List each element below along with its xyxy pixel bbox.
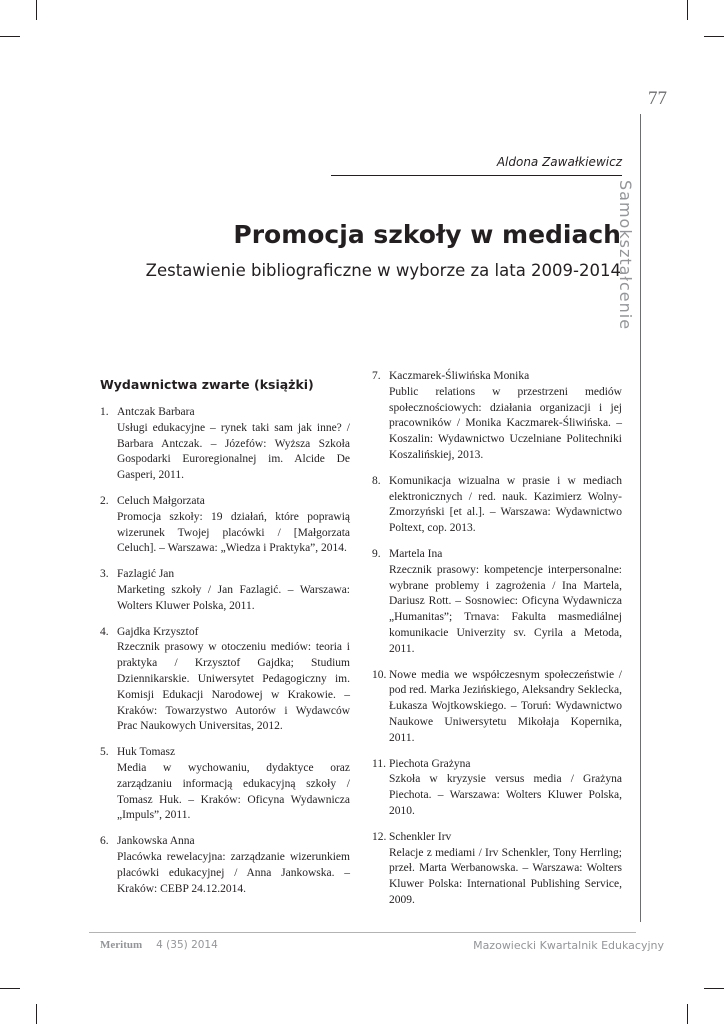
bibliography-column-left <box>100 405 350 907</box>
bibliography-entry <box>372 830 622 909</box>
entry-number: 7. <box>372 370 381 382</box>
article-title: Promocja szkoły w mediach <box>233 220 621 249</box>
section-heading: Wydawnictwa zwarte (książki) <box>100 377 314 392</box>
bibliography-entry <box>100 625 350 736</box>
bibliography-entry <box>100 834 350 897</box>
entry-description: Nowe media we współczesnym społeczeństwie / pod red. Marka Jezińskiego, Aleksandry Seklecka, Łukasza Wojtkowskiego. – Toruń: Wydawnictwo Naukowe Uniwersytetu Mikołaja Kopernika, 2011. <box>389 668 622 744</box>
entry-number: 6. <box>100 835 109 848</box>
entry-description: Public relations w przestrzeni mediów społecznościowych: działania organizacji i jej pracowników / Monika Kaczmarek-Śliwińska. – Koszalin: Wydawnictwo Uczelniane Politechniki Koszalińskiej, 2013. <box>389 385 622 461</box>
entry-number: 8. <box>372 474 381 487</box>
section-side-label: Samokształcenie <box>616 180 635 331</box>
bibliography-entry <box>100 745 350 824</box>
entry-number: 12. <box>372 830 387 843</box>
entry-number: 9. <box>372 547 381 560</box>
footer-issue: 4 (35) 2014 <box>156 939 218 951</box>
bibliography-entry <box>100 494 350 557</box>
entry-author: Jankowska Anna <box>117 835 195 848</box>
article-author: Aldona Zawałkiewicz <box>496 155 622 169</box>
bibliography-column-right <box>372 369 622 919</box>
entry-number: 1. <box>100 406 109 418</box>
bibliography-entry <box>372 547 622 658</box>
bibliography-entry <box>372 668 622 747</box>
entry-number: 11. <box>372 757 386 770</box>
crop-mark <box>704 36 724 37</box>
bibliography-entry <box>372 757 622 820</box>
crop-mark <box>687 0 688 20</box>
entry-author: Antczak Barbara <box>117 406 195 418</box>
entry-description: Relacje z mediami / Irv Schenkler, Tony Herrling; przeł. Marta Werbanowska. – Warszawa: Wolters Kluwer Polska: International Publishing Service, 2009. <box>389 846 622 906</box>
entry-description: Placówka rewelacyjna: zarządzanie wizerunkiem placówki edukacyjnej / Anna Jankowska. – Kraków: CEBP 24.12.2014. <box>117 850 350 895</box>
entry-number: 3. <box>100 568 109 581</box>
crop-mark <box>0 988 20 989</box>
entry-number: 2. <box>100 494 109 507</box>
entry-description: Usługi edukacyjne – rynek taki sam jak inne? / Barbara Antczak. – Józefów: Wyższa Szkoła Gospodarki Euroregionalnej im. Alcide De Gasperi, 2011. <box>117 421 350 482</box>
crop-mark <box>704 988 724 989</box>
footer-left <box>100 939 218 951</box>
entry-description: Media w wychowaniu, dydaktyce oraz zarządzaniu informacją edukacyjną szkoły / Tomasz Huk. – Kraków: Oficyna Wydawnicza „Impuls”, 2011. <box>117 761 350 822</box>
entry-description: Marketing szkoły / Jan Fazlagić. – Warszawa: Wolters Kluwer Polska, 2011. <box>117 583 350 612</box>
entry-author: Huk Tomasz <box>117 746 176 759</box>
crop-mark <box>0 36 20 37</box>
footer-brand: Meritum <box>100 939 143 951</box>
entry-number: 10. <box>372 668 387 681</box>
entry-description: Rzecznik prasowy w otoczeniu mediów: teoria i praktyka / Krzysztof Gajdka; Studium Dziennikarskie. Uniwersytet Pedagogiczny im. Komisji Edukacji Narodowej w Krakowie. – Kraków: Towarzystwo Autorów i Wydawców Prac Naukowych Universitas, 2012. <box>117 641 350 733</box>
entry-description: Komunikacja wizualna w prasie i w mediach elektronicznych / red. nauk. Kazimierz Wolny-Zmorzyński [et al.]. – Warszawa: Wydawnictwo Poltext, cop. 2013. <box>389 474 622 535</box>
entry-author: Martela Ina <box>389 547 443 560</box>
bibliography-entry <box>100 405 350 484</box>
footer-journal-name: Mazowiecki Kwartalnik Edukacyjny <box>473 939 664 952</box>
entry-author: Schenkler Irv <box>389 830 452 843</box>
bibliography-entry <box>372 474 622 537</box>
page-number: 77 <box>648 88 667 109</box>
entry-number: 5. <box>100 746 109 759</box>
author-rule <box>331 175 622 176</box>
crop-mark <box>36 0 37 20</box>
entry-author: Fazlagić Jan <box>117 568 175 581</box>
bibliography-entry <box>100 567 350 614</box>
crop-mark <box>36 1004 37 1024</box>
entry-description: Szkoła w kryzysie versus media / Grażyna Piechota. – Warszawa: Wolters Kluwer Polska, 2010. <box>389 773 622 817</box>
entry-author: Piechota Grażyna <box>389 757 471 770</box>
entry-description: Promocja szkoły: 19 działań, które poprawią wizerunek Twojej placówki / [Małgorzata Celuch]. – Warszawa: „Wiedza i Praktyka”, 2014. <box>117 510 350 555</box>
entry-number: 4. <box>100 625 109 638</box>
entry-author: Celuch Małgorzata <box>117 494 205 507</box>
article-subtitle: Zestawienie bibliograficzne w wyborze za lata 2009-2014 <box>145 261 621 280</box>
entry-description: Rzecznik prasowy: kompetencje interpersonalne: wybrane problemy i zagrożenia / Ina Martela, Dariusz Rott. – Sosnowiec: Oficyna Wydawnicza „Humanitas”; Trnava: Fakulta masmediálnej komunikacie Univerzity sv. Cyrila a Metoda, 2011. <box>389 563 622 655</box>
footer-rule <box>89 932 636 933</box>
bibliography-entry <box>372 369 622 464</box>
crop-mark <box>687 1004 688 1024</box>
side-divider <box>640 114 641 922</box>
entry-author: Kaczmarek-Śliwińska Monika <box>389 370 530 382</box>
entry-author: Gajdka Krzysztof <box>117 625 199 638</box>
